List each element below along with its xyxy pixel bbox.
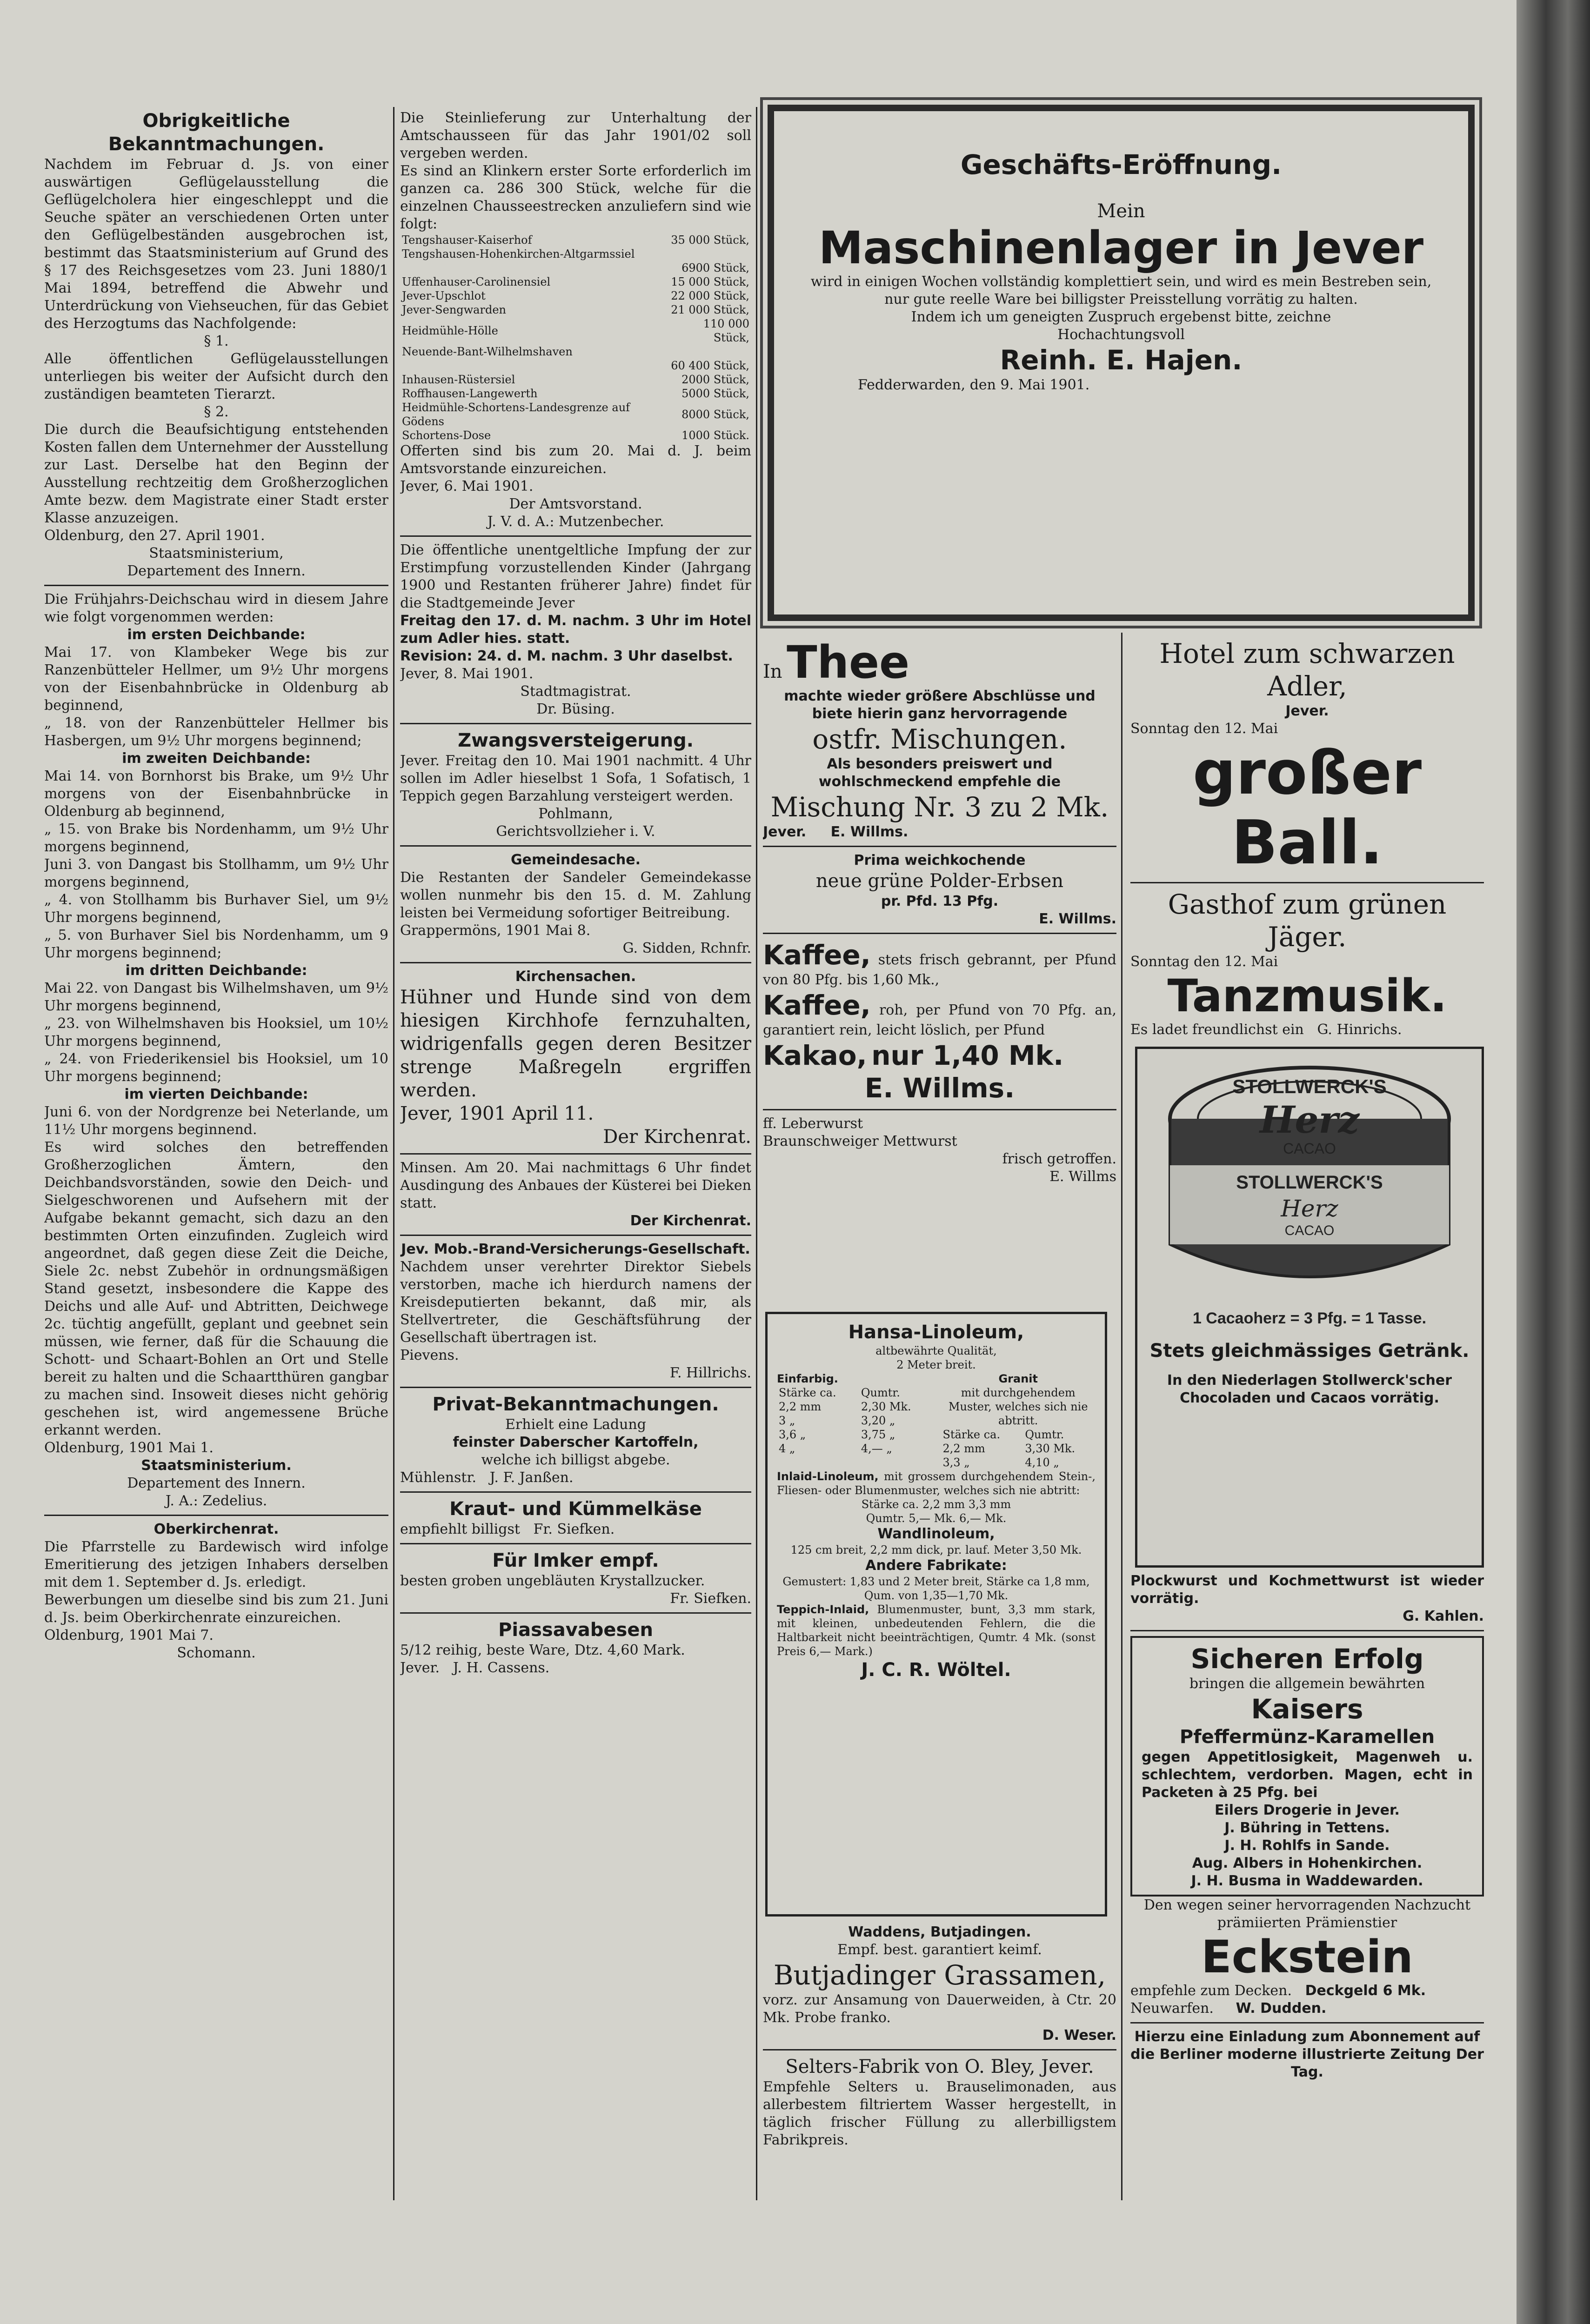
dance-title: Tanzmusik.: [1167, 970, 1447, 1022]
table-row: [400, 247, 751, 261]
ad-text: Gemustert: 1,83 und 2 Meter breit, Stärke ca 1,8 mm, Qum. von 1,35—1,70 Mk.: [782, 1575, 1090, 1602]
ad-text: Den wegen seiner hervorragenden Nachzucht prämiierten Prämienstier: [1143, 1897, 1471, 1931]
subheading: Inlaid-Linoleum,: [777, 1470, 879, 1483]
divider: [400, 1387, 751, 1388]
table-row: [941, 1456, 1096, 1469]
price-table: [777, 1386, 932, 1456]
table-cell: 21 000 Stück,: [671, 303, 749, 316]
table-cell: Inhausen-Rüstersiel: [402, 373, 515, 386]
signature: J. A.: Zedelius.: [165, 1493, 267, 1509]
divider: [400, 1543, 751, 1544]
ad-text: Stärke ca. 2,2 mm 3,3 mm: [861, 1498, 1011, 1511]
table-cell: 3,6 „: [779, 1428, 806, 1441]
date-line: Jever, 6. Mai 1901.: [400, 478, 534, 494]
ad-text: Erhielt eine Ladung: [505, 1416, 646, 1433]
ad-line: Es ladet freundlichst ein: [1130, 1022, 1304, 1038]
subheading: Andere Fabrikate:: [865, 1557, 1007, 1574]
price: nur 1,40 Mk.: [871, 1040, 1064, 1071]
table-cell: 3,30 Mk.: [1025, 1442, 1076, 1455]
notice-text: Die Steinlieferung zur Unterhaltung der Amtschausseen für das Jahr 1901/02 soll vergeben werden.: [400, 110, 751, 161]
notice-text: Nachdem unser verehrter Direktor Siebels verstorben, mache ich hierdurch namens der Kreisdeputierten bekannt, daß mir, als Stellvertreter, die Geschäftsführung der Gesellschaft übertragen ist.: [400, 1259, 751, 1346]
ad-title: Waddens, Butjadingen.: [848, 1924, 1031, 1940]
column-rule: [393, 107, 394, 2200]
signature: J. C. R. Wöltel.: [861, 1659, 1011, 1681]
table-row: [400, 428, 751, 442]
ad-text: besten groben ungebläuten Krystallzucker.: [400, 1573, 705, 1589]
signature: E. Willms.: [1039, 911, 1116, 927]
ad-text: 125 cm breit, 2,2 mm dick, pr. lauf. Meter 3,50 Mk.: [790, 1543, 1082, 1556]
table-cell: 4 „: [779, 1442, 795, 1455]
divider: [763, 846, 1116, 847]
ad-text: frisch getroffen.: [1002, 1151, 1116, 1167]
table-cell: [400, 261, 665, 275]
ad-text: 2 Meter breit.: [896, 1358, 976, 1371]
date-line: Sonntag den 12. Mai: [1130, 954, 1278, 970]
table-cell: Neuende-Bant-Wilhelmshaven: [402, 345, 573, 358]
table-cell: 5000 Stück,: [681, 387, 749, 400]
table-cell: 2000 Stück,: [681, 373, 749, 386]
date-line: Oldenburg, den 27. April 1901.: [44, 528, 265, 544]
table-row: [400, 317, 751, 345]
table-row: [400, 289, 751, 303]
ad-text: Plockwurst und Kochmettwurst ist wieder vorrätig.: [1130, 1573, 1484, 1607]
table-cell: 110 000 Stück,: [703, 317, 749, 344]
ad-text: welche ich billigst abgebe.: [481, 1452, 670, 1468]
ad-text: mit durchgehendem Muster, welches sich nie abtritt.: [948, 1386, 1088, 1427]
list-item: „ 24. von Friederikensiel bis Hooksiel, um 10 Uhr morgens beginnend;: [44, 1051, 388, 1085]
table-cell: 22 000 Stück,: [671, 289, 749, 302]
ad-text: 5/12 reihig, beste Ware, Dtz. 4,60 Mark.: [400, 1642, 685, 1658]
ad-address: [1130, 1021, 1484, 1039]
signature: Der Kirchenrat.: [630, 1213, 751, 1229]
table-cell: Uffenhauser-Carolinensiel: [402, 275, 551, 288]
ad-text: In den Niederlagen Stollwerck'scher Chocoladen und Cacaos vorrätig.: [1167, 1372, 1452, 1406]
ad-headline: Gasthof zum grünen Jäger.: [1168, 888, 1447, 953]
subheading: im ersten Deichbande:: [127, 627, 306, 643]
subheading: Einfarbig.: [777, 1372, 838, 1385]
table-row: [400, 401, 751, 428]
signature: Dr. Büsing.: [536, 701, 615, 717]
subheading: im vierten Deichbande:: [124, 1086, 308, 1102]
notice-text: Revision: 24. d. M. nachm. 3 Uhr daselbst.: [400, 648, 733, 664]
table-row: [941, 1428, 1096, 1442]
ad-line: mit grossem durchgehendem Stein-, Fliesen- oder Blumenmuster, welches sich nie abtritt:: [777, 1470, 1096, 1497]
notice-text: Die Pfarrstelle zu Bardewisch wird infolge Emeritierung des jetzigen Inhabers derselben mit dem 1. September d. Js. erledigt.: [44, 1539, 388, 1590]
ad-text: Braunschweiger Mettwurst: [763, 1133, 957, 1149]
notice-text: Die Restanten der Sandeler Gemeindekasse wollen nunmehr bis den 15. d. M. Zahlung leisten bei Vermeidung sofortiger Beitreibung.: [400, 869, 751, 921]
list-item: Juni 3. von Dangast bis Stollhamm, um 9½ Uhr morgens beginnend,: [44, 856, 388, 890]
table-cell: 60 400 Stück,: [671, 359, 749, 372]
section-title: Gemeindesache.: [510, 852, 641, 868]
divider: [1130, 882, 1484, 883]
ad-text: [777, 1469, 1096, 1497]
ad-headline: Pfeffermünz-Karamellen: [1179, 1726, 1435, 1748]
table-header: Stärke ca.: [942, 1428, 1001, 1441]
table-cell: [665, 247, 751, 261]
divider: [400, 1153, 751, 1155]
divider: [400, 723, 751, 724]
dealer-item: J. Bühring in Tettens.: [1224, 1820, 1390, 1836]
ad-headline: neue grüne Polder-Erbsen: [815, 870, 1064, 892]
table-cell: 15 000 Stück,: [671, 275, 749, 288]
table-cell: 8000 Stück,: [681, 408, 749, 421]
column-rule: [756, 107, 757, 2200]
signature: G. Sidden, Rchnfr.: [622, 940, 751, 956]
table-cell: 3,3 „: [942, 1456, 970, 1469]
divider: [1130, 1630, 1484, 1631]
ad-headline: Hotel zum schwarzen Adler,: [1159, 638, 1455, 702]
cocoa-label: Kakao,: [763, 1040, 867, 1071]
table-cell: 6900 Stück,: [681, 261, 749, 274]
list-item: Mai 17. von Klambeker Wege bis zur Ranzenbütteler Hellmer, um 9½ Uhr morgens von der Eisenbahnbrücke in Oldenburg ab beginnend,: [44, 644, 388, 714]
table-cell: [400, 359, 665, 373]
divider: [400, 962, 751, 963]
supplement-note: Hierzu eine Einladung zum Abonnement auf die Berliner moderne illustrierte Zeitung Der Tag.: [1130, 2029, 1484, 2080]
herz-label: Herz: [1259, 1098, 1360, 1142]
list-item: Mai 14. von Bornhorst bis Brake, um 9½ Uhr morgens von der Eisenbahnbrücke in Oldenburg ab beginnend,: [44, 768, 388, 820]
list-item: Mai 22. von Dangast bis Wilhelmshaven, um 9½ Uhr morgens beginnend,: [44, 980, 388, 1014]
list-item: „ 4. von Stollhamm bis Burhaver Siel, um 9½ Uhr morgens beginnend,: [44, 892, 388, 926]
table-cell: Roffhausen-Langewerth: [402, 387, 538, 400]
dealer-item: Aug. Albers in Hohenkirchen.: [1192, 1855, 1423, 1871]
table-header: Qumtr.: [861, 1386, 900, 1399]
column-4: [1130, 637, 1484, 1047]
ad-text: ff. Leberwurst: [763, 1115, 863, 1132]
signature: Departement des Innern.: [127, 563, 306, 579]
list-item: „ 18. von der Ranzenbütteler Hellmer bis Hasbergen, um 9½ Uhr morgens beginnend;: [44, 715, 388, 749]
ad-text: [777, 1603, 1096, 1658]
business-opening-ad: [768, 105, 1475, 621]
band-cacao-label: CACAO: [1284, 1223, 1335, 1238]
ad-text: Stets gleichmässiges Getränk.: [1149, 1340, 1470, 1362]
subheading: Granit: [998, 1372, 1038, 1385]
caramel-ad: [1130, 1636, 1484, 1897]
table-cell: Tengshausen-Hohenkirchen-Altgarmssiel: [402, 247, 635, 260]
signature: F. Hillrichs.: [669, 1365, 751, 1381]
ad-headline: Butjadinger Grassamen,: [773, 1959, 1106, 1991]
cacao-price-line: 1 Cacaoherz = 3 Pfg. = 1 Tasse.: [1192, 1309, 1427, 1327]
signature: D. Weser.: [1042, 2027, 1116, 2044]
notice-text: Jever. Freitag den 10. Mai 1901 nachmitt. 4 Uhr sollen im Adler hieselbst 1 Sofa, 1 Sofatisch, 1 Teppich gegen Barzahlung versteigert werden.: [400, 753, 751, 804]
ad-line: In: [763, 661, 782, 682]
signature: E. Willms.: [864, 1072, 1015, 1104]
place: Jever.: [763, 824, 807, 840]
ad-line: Blumenmuster, bunt, 3,3 mm stark, mit kleinen, unbedeutenden Fehlern, die die Haltbarkeit nicht beeinträchtigen, Qumtr. 4 Mk. (sonst Preis 6,— Mark.): [777, 1603, 1096, 1658]
table-cell: 2,2 mm: [942, 1442, 985, 1455]
stone-table: [400, 233, 751, 442]
signature: J. H. Cassens.: [453, 1660, 550, 1676]
divider: [763, 2049, 1116, 2050]
date-line: Grappermöns, 1901 Mai 8.: [400, 922, 591, 939]
table-cell: 2,30 Mk.: [861, 1400, 911, 1413]
table-cell: Schortens-Dose: [402, 429, 491, 442]
subheading: Teppich-Inlaid,: [777, 1603, 869, 1616]
divider: [400, 1235, 751, 1236]
ad-text: feinster Daberscher Kartoffeln,: [453, 1434, 699, 1450]
signature: E. Willms: [1049, 1169, 1116, 1185]
notice-text: Nachdem im Februar d. Js. von einer auswärtigen Geflügelausstellung die Geflügelcholera hier eingeschleppt und die Seuche später an verschiedenen Orten unter den Geflügelbeständen ausgebrochen ist, bestimmt das Staatsministerium auf Grund des § 17 des Reichsgesetzes vom 23. Juni 1880/1 Mai 1894, betreffend die Abwehr und Unterdrückung von Viehseuchen, für das Gebiet des Herzogtums das Nachfolgende:: [44, 156, 388, 332]
date-line: Jever, 1901 April 11.: [400, 1103, 594, 1124]
ad-text: Als besonders preiswert und wohlschmeckend empfehle die: [818, 756, 1061, 790]
signature: G. Kahlen.: [1403, 1608, 1484, 1624]
dealer-item: Eilers Drogerie in Jever.: [1215, 1802, 1400, 1818]
ad-address: [400, 1469, 751, 1487]
table-cell: Jever-Upschlot: [402, 289, 486, 302]
list-item: „ 15. von Brake bis Nordenhamm, um 9½ Uhr morgens beginnend,: [44, 821, 388, 855]
place: Jever.: [400, 1660, 440, 1676]
ad-text: Indem ich um geneigten Zuspruch ergebenst bitte, zeichne: [911, 309, 1331, 325]
notice-text: Offerten sind bis zum 20. Mai d. J. beim Amtsvorstande einzureichen.: [400, 443, 751, 477]
ad-text: gegen Appetitlosigkeit, Magenweh u. schlechtem, verdorben. Magen, echt in Packeten à 25 Pfg. bei: [1142, 1749, 1473, 1801]
table-cell: 3,20 „: [861, 1414, 895, 1427]
stollwerck-ad: [1135, 1047, 1484, 1568]
price: Deckgeld 6 Mk.: [1305, 1983, 1426, 1999]
table-row: [400, 345, 751, 359]
table-row: [777, 1386, 932, 1400]
signature: Departement des Innern.: [127, 1475, 306, 1491]
signature: Staatsministerium,: [149, 545, 284, 561]
table-cell: 4,— „: [861, 1442, 892, 1455]
place: Jever.: [1285, 703, 1329, 719]
table-row: [777, 1400, 932, 1414]
table-row: [400, 359, 751, 373]
date-line: Sonntag den 12. Mai: [1130, 721, 1278, 737]
subheading: im dritten Deichbande:: [125, 962, 307, 979]
notice-text: Es wird solches den betreffenden Großherzoglichen Ämtern, den Deichbandsvorständen, sowie den Deich- und Sielgeschworenen und Aufsehern mit der Aufgabe bekannt gemacht, sich dazu an den bestimmten Orten einzufinden. Zugleich wird angeordnet, daß gegen diese Zeit die Deiche, Siele 2c. nebst Zubehör in ordnungsmäßigen Stand gesetzt, insbesondere die Kappe des Deichs und alle Auf- und Abtritten, Deichwege 2c. tüchtig angefüllt, geplant und geebnet sein müssen, wie ferner, daß für die Schauung die Schott- und Schaart-Bohlen an Ort und Stelle bereit zu halten und die Schaartthüren gangbar zu machen sind. Insoweit dieses nicht gehörig geschehen ist, wird angemessene Brüche erkannt werden.: [44, 1139, 388, 1438]
ad-title: Geschäfts-Eröffnung.: [960, 149, 1282, 180]
table-header: Qumtr.: [1025, 1428, 1064, 1441]
subheading: Wandlinoleum,: [877, 1526, 995, 1542]
ad-text: Hochachtungsvoll: [1057, 327, 1185, 343]
signature: Der Amtsvorstand.: [509, 496, 642, 512]
section-title: Jev. Mob.-Brand-Versicherungs-Gesellschaft.: [401, 1241, 750, 1257]
section-title: Privat-Bekanntmachungen.: [432, 1394, 719, 1415]
notice-text: Die öffentliche unentgeltliche Impfung der zur Erstimpfung vorzustellenden Kinder (Jahrgang 1900 und Restanten früherer Jahre) findet für die Stadtgemeinde Jever: [400, 542, 751, 611]
notice-text: Die Frühjahrs-Deichschau wird in diesem Jahre wie folgt vorgenommen werden:: [44, 591, 388, 625]
section-title: Zwangsversteigerung.: [458, 730, 694, 751]
place: Neuwarfen.: [1130, 2000, 1214, 2017]
ad-headline: Sicheren Erfolg: [1190, 1643, 1424, 1675]
ad-headline: Selters-Fabrik von O. Bley, Jever.: [785, 2056, 1094, 2077]
ad-title: Hansa-Linoleum,: [848, 1322, 1024, 1343]
table-cell: Heidmühle-Hölle: [402, 324, 498, 337]
divider: [400, 535, 751, 537]
column-1: [44, 109, 388, 2203]
column-2: [400, 109, 751, 2203]
divider: [1130, 2022, 1484, 2023]
linoleum-ad: [765, 1312, 1107, 1917]
ad-signature: Reinh. E. Hajen.: [1000, 344, 1243, 376]
table-cell: Heidmühle-Schortens-Landesgrenze auf Gödens: [402, 401, 630, 428]
table-row: [400, 303, 751, 317]
table-cell: [665, 345, 751, 359]
signature: J. V. d. A.: Mutzenbecher.: [487, 514, 664, 530]
table-cell: 3 „: [779, 1414, 795, 1427]
divider: [44, 585, 388, 586]
ad-address: [763, 823, 1116, 841]
signature: E. Willms.: [830, 824, 909, 840]
divider: [763, 933, 1116, 934]
coffee-label: Kaffee,: [763, 989, 871, 1021]
ad-text: Qumtr. 5,— Mk. 6,— Mk.: [866, 1512, 1007, 1525]
ad-headline: ostfr. Mischungen.: [812, 723, 1067, 755]
ad-text: Empf. best. garantiert keimf.: [837, 1942, 1042, 1958]
ad-item: [763, 989, 1116, 1039]
ad-text: stets frisch gebrannt, per Pfund von 80 Pfg. bis 1,60 Mk.,: [763, 952, 1116, 988]
table-row: [400, 387, 751, 401]
table-row: [777, 1414, 932, 1428]
ad-text: Empfehle Selters u. Brauselimonaden, aus allerbestem filtriertem Wasser hergestellt, in täglich frischer Füllung zu allerbilligstem Fabrikpreis.: [763, 2079, 1116, 2148]
ad-line: empfiehlt billigst: [400, 1521, 520, 1537]
page-edge: [1517, 0, 1590, 2324]
cacao-label: CACAO: [1283, 1140, 1336, 1157]
paragraph-number: § 2.: [204, 404, 229, 420]
ad-title: Für Imker empf.: [492, 1550, 659, 1571]
ad-headline: [763, 637, 1116, 688]
table-row: [400, 373, 751, 387]
signature: J. F. Janßen.: [489, 1469, 574, 1486]
band-herz-label: Herz: [1281, 1195, 1338, 1222]
table-cell: 1000 Stück.: [681, 429, 749, 442]
signature: Fr. Siefken.: [533, 1521, 615, 1537]
signature: Gerichtsvollzieher i. V.: [496, 823, 655, 840]
column-3-bottom: [763, 1923, 1116, 2203]
paragraph-number: § 1.: [204, 333, 229, 349]
table-row: [400, 261, 751, 275]
bull-name: Eckstein: [1201, 1931, 1413, 1983]
table-cell: Jever-Sengwarden: [402, 303, 506, 316]
ad-title: Kraut- und Kümmelkäse: [449, 1498, 702, 1520]
notice-text: Hühner und Hunde sind von dem hiesigen Kirchhofe fernzuhalten, widrigenfalls gegen deren Besitzer strenge Maßregeln ergriffen werden.: [400, 987, 751, 1101]
date-line: Jever, 8. Mai 1901.: [400, 666, 534, 682]
table-cell: 4,10 „: [1025, 1456, 1059, 1469]
table-cell: 2,2 mm: [779, 1400, 822, 1413]
ad-text: roh, per Pfund von 70 Pfg. an, garantiert rein, leicht löslich, per Pfund: [763, 1002, 1116, 1038]
notice-text: Bewerbungen um dieselbe sind bis zum 21. Juni d. Js. beim Oberkirchenrate einzureichen.: [44, 1592, 388, 1626]
divider: [400, 1612, 751, 1614]
ad-item: [763, 1039, 1116, 1072]
signature: Staatsministerium.: [141, 1457, 292, 1474]
list-item: „ 23. von Wilhelmshaven bis Hooksiel, um 10½ Uhr morgens beginnend,: [44, 1015, 388, 1049]
table-cell: 35 000 Stück,: [671, 234, 749, 247]
signature: W. Dudden.: [1236, 2000, 1327, 2017]
band-brand-label: STOLLWERCK'S: [1236, 1172, 1383, 1193]
ad-address: [1130, 2000, 1484, 2017]
notice-text: Minsen. Am 20. Mai nachmittags 6 Uhr findet Ausdingung des Anbaues der Küsterei bei Dieken statt.: [400, 1160, 751, 1211]
column-3: [763, 637, 1116, 1307]
divider: [763, 1109, 1116, 1110]
price-table: [941, 1428, 1096, 1469]
table-row: [400, 233, 751, 247]
signature: Fr. Siefken.: [670, 1590, 751, 1607]
signature: Stadtmagistrat.: [520, 683, 631, 700]
ball-title: großer Ball.: [1192, 737, 1422, 878]
notice-text: Alle öffentlichen Geflügelausstellungen unterliegen bis weiter der Aufsicht durch den zuständigen beamteten Tierarzt.: [44, 351, 388, 402]
notice-text: Die durch die Beaufsichtigung entstehenden Kosten fallen dem Unternehmer der Ausstellung zur Last. Derselbe hat den Beginn der Ausstellung rechtzeitig dem Großherzoglichen Amte bezw. dem Magistrate einer Stadt erster Klasse anzuzeigen.: [44, 421, 388, 526]
dealer-item: J. H. Busma in Waddewarden.: [1191, 1873, 1423, 1889]
section-title: Kirchensachen.: [515, 968, 636, 985]
dealer-item: J. H. Rohlfs in Sande.: [1224, 1837, 1390, 1854]
table-row: [777, 1428, 932, 1442]
column-4-bottom: [1130, 1572, 1484, 2205]
ad-headline: Maschinenlager in Jever: [818, 222, 1424, 274]
ad-text: [1130, 1982, 1484, 2000]
street: Mühlenstr.: [400, 1469, 477, 1486]
signature: Pohlmann,: [538, 806, 613, 822]
list-item: „ 5. von Burhaver Siel bis Nordenhamm, um 9 Uhr morgens beginnend;: [44, 927, 388, 961]
divider: [44, 1515, 388, 1516]
ad-headline: Kaisers: [1251, 1693, 1363, 1725]
section-title: Obrigkeitliche Bekanntmachungen.: [108, 110, 325, 155]
ad-headline: Mischung Nr. 3 zu 2 Mk.: [770, 791, 1109, 823]
date-line: Oldenburg, 1901 Mai 7.: [44, 1627, 214, 1643]
cocoa-tin-illustration: [1137, 1049, 1482, 1337]
table-cell: Tengshauser-Kaiserhof: [402, 234, 532, 247]
table-cell: 3,75 „: [861, 1428, 895, 1441]
table-row: [777, 1442, 932, 1456]
date-line: Fedderwarden, den 9. Mai 1901.: [858, 377, 1090, 393]
ad-text: bringen die allgemein bewährten: [1189, 1676, 1425, 1692]
ad-line: empfehle zum Decken.: [1130, 1983, 1292, 1999]
brand-label: STOLLWERCK'S: [1232, 1075, 1387, 1097]
notice-text: Freitag den 17. d. M. nachm. 3 Uhr im Hotel zum Adler hies. statt.: [400, 613, 751, 647]
ad-text: altbewährte Qualität,: [875, 1344, 997, 1357]
divider: [400, 845, 751, 847]
notice-text: Es sind an Klinkern erster Sorte erforderlich im ganzen ca. 286 300 Stück, welche für die einzelnen Chausseestrecken anzuliefern sind wie folgt:: [400, 163, 751, 232]
signature: Der Kirchenrat.: [603, 1126, 751, 1148]
signature: Schomann.: [177, 1645, 256, 1661]
price: pr. Pfd. 13 Pfg.: [881, 893, 999, 909]
table-row: [400, 275, 751, 289]
ad-text: wird in einigen Wochen vollständig komplettiert sein, und wird es mein Bestreben sein, nur gute reelle Ware bei billigster Preisstellung vorrätig zu halten.: [810, 274, 1432, 307]
signature: G. Hinrichs.: [1317, 1022, 1402, 1038]
ad-text: [400, 1521, 751, 1538]
list-item: Juni 6. von der Nordgrenze bei Neterlande, um 11½ Uhr morgens beginnend.: [44, 1104, 388, 1138]
ad-item: [763, 939, 1116, 989]
ad-address: [400, 1659, 751, 1677]
ad-title: Piassavabesen: [498, 1619, 653, 1641]
table-row: [941, 1442, 1096, 1456]
column-rule: [1121, 633, 1122, 2200]
section-title: Oberkirchenrat.: [154, 1521, 279, 1537]
subheading: im zweiten Deichbande:: [122, 750, 311, 767]
tea-title: Thee: [787, 637, 910, 688]
ad-text: Prima weichkochende: [854, 852, 1026, 868]
ad-text: machte wieder größere Abschlüsse und biete hierin ganz hervorragende: [784, 688, 1096, 722]
coffee-label: Kaffee,: [763, 939, 871, 971]
place-line: Pievens.: [400, 1347, 459, 1363]
ad-line: Mein: [1097, 200, 1145, 222]
divider: [400, 1491, 751, 1493]
table-header: Stärke ca.: [779, 1386, 836, 1399]
ad-text: vorz. zur Ansamung von Dauerweiden, à Ctr. 20 Mk. Probe franko.: [763, 1992, 1116, 2026]
date-line: Oldenburg, 1901 Mai 1.: [44, 1440, 214, 1456]
